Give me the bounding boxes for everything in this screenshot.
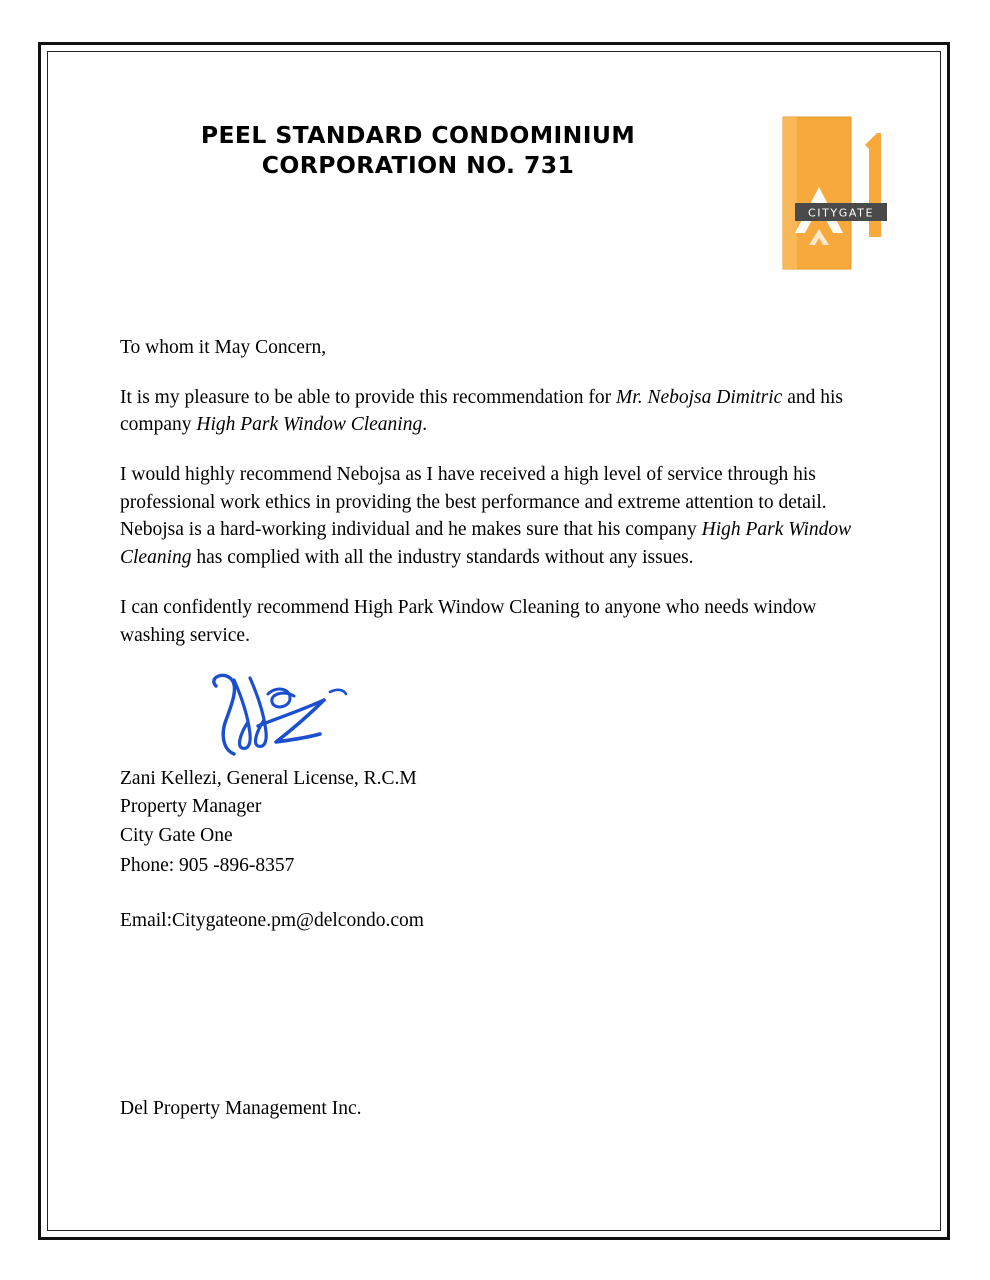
signer-block <box>120 765 820 850</box>
paragraph-1-text-c: . <box>422 414 428 436</box>
paragraph-2-text-a: I would highly recommend Nebojsa as I have received a high level of service through his professional work ethics in providing the best performance and extreme attention to detail. Nebojsa is a hard-working individual and he makes sure that his company <box>120 464 827 541</box>
footer-company: Del Property Management Inc. <box>120 1098 362 1119</box>
paragraph-2-text-b: has complied with all the industry standards without any issues. <box>191 547 694 569</box>
letter-content <box>48 52 940 1230</box>
page-title-line-2: CORPORATION NO. 731 <box>261 151 575 180</box>
signer-organization: City Gate One <box>120 824 233 846</box>
letterhead-heading <box>108 120 728 180</box>
email-address: Email:Citygateone.pm@delcondo.com <box>120 910 424 932</box>
svg-text:CITYGATE: CITYGATE <box>807 206 875 220</box>
letter-body <box>120 334 880 671</box>
paragraph-1-text-a: It is my pleasure to be able to provide this recommendation for <box>120 386 617 408</box>
citygate-one-logo <box>781 115 889 273</box>
scanned-page-frame <box>38 42 950 1240</box>
paragraph-1 <box>120 384 880 439</box>
paragraph-1-italic-name: Mr. Nebojsa Dimitric <box>616 386 783 408</box>
paragraph-2-italic-company: High Park Window Cleaning <box>120 519 852 569</box>
handwritten-signature <box>198 664 368 764</box>
salutation: To whom it May Concern, <box>120 337 327 358</box>
signer-name: Zani Kellezi, General License, R.C.M <box>120 768 417 789</box>
paragraph-3: I can confidently recommend High Park Window Cleaning to anyone who needs window washing service. <box>120 596 817 646</box>
page-inner-border <box>47 51 941 1231</box>
phone-number: Phone: 905 -896-8357 <box>120 855 295 876</box>
contact-block <box>120 852 820 936</box>
signer-role: Property Manager <box>120 796 262 818</box>
page-title-line-1: PEEL STANDARD CONDOMINIUM <box>200 121 636 149</box>
paragraph-1-italic-company: High Park Window Cleaning <box>196 414 423 436</box>
paragraph-1-text-b: and his company <box>120 386 843 436</box>
paragraph-2 <box>120 461 880 572</box>
